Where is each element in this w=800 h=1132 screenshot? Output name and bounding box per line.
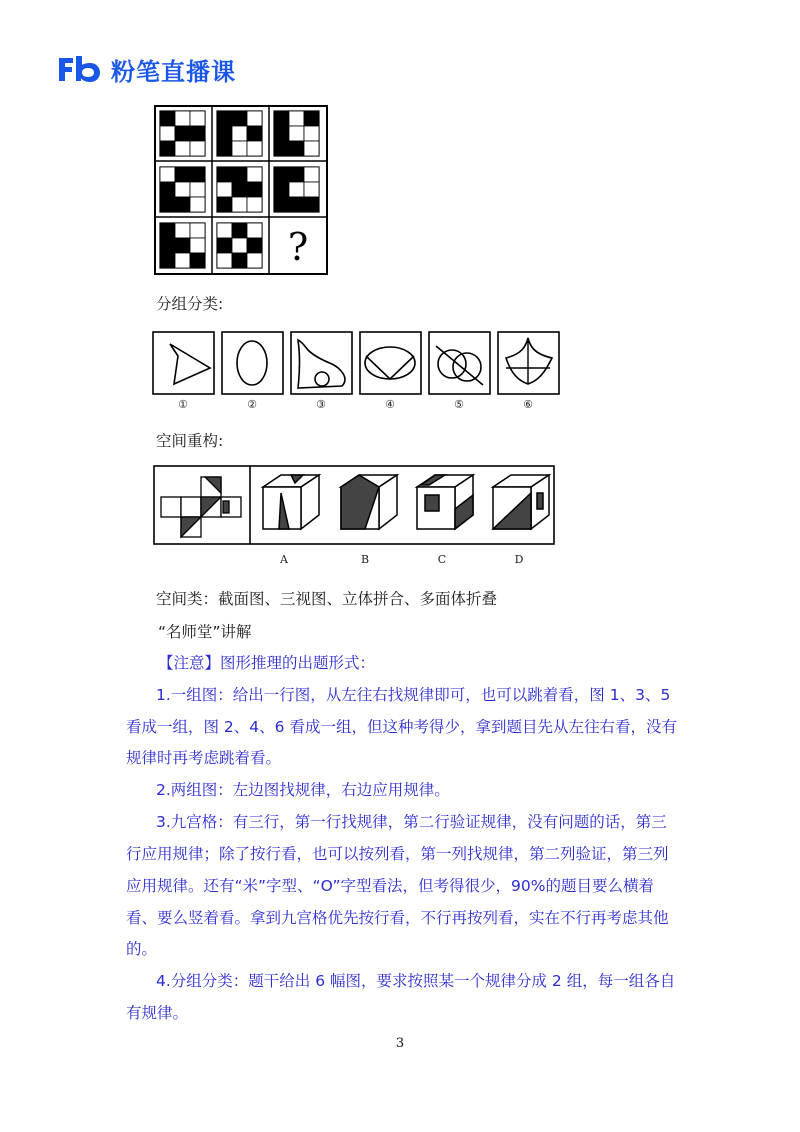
pattern-square (160, 253, 175, 268)
pattern-square (190, 223, 205, 238)
spatial-reconstruction-figure (153, 465, 557, 571)
pattern-square (289, 141, 304, 156)
grouping-figure-3 (291, 332, 352, 394)
cube-net (161, 477, 241, 537)
pattern-square (217, 223, 232, 238)
pattern-square (190, 238, 205, 253)
pattern-square (217, 197, 232, 212)
pattern-square (217, 238, 232, 253)
pattern-square (217, 253, 232, 268)
pattern-square (274, 197, 289, 212)
pattern-square (160, 197, 175, 212)
grid-puzzle-figure (154, 105, 328, 275)
pattern-square (274, 141, 289, 156)
pattern-square (190, 197, 205, 212)
pattern-square (175, 111, 190, 126)
pattern-square (175, 141, 190, 156)
note-line-6: 行应用规律；除了按行看，也可以按列看，第一列找规律，第二列验证，第三列 (126, 845, 669, 863)
pattern-square (304, 197, 319, 212)
brand-name: 粉笔直播课 (111, 57, 236, 86)
pattern-square (274, 182, 289, 197)
note-line-5: 3.九宫格：有三行，第一行找规律，第二行验证规律，没有问题的话，第三 (156, 813, 667, 831)
caption-6: ⑥ (523, 398, 533, 411)
pattern-square (175, 197, 190, 212)
fb-logo-icon (57, 54, 103, 84)
pattern-square (175, 182, 190, 197)
option-b-label: B (360, 553, 370, 566)
caption-1: ① (178, 398, 188, 411)
pattern-square (247, 126, 262, 141)
pattern-square (274, 167, 289, 182)
pattern-square (232, 182, 247, 197)
pattern-square (232, 167, 247, 182)
pattern-square (304, 126, 319, 141)
pattern-square (247, 182, 262, 197)
pattern-square (232, 223, 247, 238)
pattern-square (304, 167, 319, 182)
option-c-label: C (437, 553, 447, 566)
pattern-square (289, 111, 304, 126)
note-line-7: 应用规律。还有“米”字型、“O”字型看法，但考得很少，90%的题目要么横着 (126, 877, 655, 895)
pattern-square (247, 111, 262, 126)
pattern-square (160, 182, 175, 197)
pattern-square (247, 223, 262, 238)
pattern-square (190, 253, 205, 268)
option-d-label: D (514, 553, 524, 566)
pattern-square (232, 197, 247, 212)
pattern-square (190, 182, 205, 197)
spatial-types-line: 空间类：截面图、三视图、立体拼合、多面体折叠 (156, 590, 498, 608)
pattern-square (160, 111, 175, 126)
note-line-1: 1.一组图：给出一行图，从左往右找规律即可，也可以跳着看，图 1、3、5 (156, 686, 671, 704)
pattern-square (304, 182, 319, 197)
pattern-square (247, 141, 262, 156)
pattern-square (190, 126, 205, 141)
pattern-square (217, 141, 232, 156)
pattern-square (289, 197, 304, 212)
option-b-cube (341, 475, 397, 529)
option-a-cube (263, 475, 319, 529)
notes-heading: 【注意】图形推理的出题形式： (158, 654, 376, 672)
pattern-square (274, 126, 289, 141)
grouping-figures (150, 330, 570, 414)
pattern-square (160, 126, 175, 141)
grouping-figure-2 (222, 332, 283, 394)
pattern-square (190, 111, 205, 126)
pattern-square (175, 253, 190, 268)
pattern-square (217, 167, 232, 182)
caption-4: ④ (385, 398, 395, 411)
pattern-square (175, 126, 190, 141)
option-d-cube (493, 475, 549, 529)
pattern-square (217, 182, 232, 197)
pattern-square (232, 253, 247, 268)
pattern-square (304, 111, 319, 126)
pattern-square (247, 167, 262, 182)
caption-3: ③ (316, 398, 326, 411)
pattern-square (274, 111, 289, 126)
pattern-square (247, 197, 262, 212)
note-line-10: 4.分组分类：题干给出 6 幅图，要求按照某一个规律分成 2 组，每一组各自 (156, 972, 676, 990)
pattern-square (160, 141, 175, 156)
pattern-square (160, 167, 175, 182)
grouping-label: 分组分类: (156, 295, 224, 313)
spatial-label: 空间重构: (156, 432, 224, 450)
pattern-square (190, 167, 205, 182)
grouping-figure-1 (153, 332, 214, 394)
pattern-square (247, 238, 262, 253)
pattern-square (232, 126, 247, 141)
page-number: 3 (395, 1036, 405, 1051)
note-line-8: 看、要么竖着看。拿到九宫格优先按行看，不行再按列看，实在不行再考虑其他 (126, 909, 669, 927)
pattern-square (289, 126, 304, 141)
pattern-square (217, 126, 232, 141)
lecture-title: “名师堂”讲解 (158, 623, 252, 641)
note-line-11: 有规律。 (126, 1004, 189, 1022)
pattern-square (232, 141, 247, 156)
option-c-cube (417, 475, 473, 529)
grouping-figure-4 (360, 332, 421, 394)
pattern-square (160, 238, 175, 253)
pattern-square (175, 238, 190, 253)
pattern-square (160, 223, 175, 238)
brand-logo (57, 52, 236, 86)
pattern-square (289, 167, 304, 182)
note-line-9: 的。 (126, 940, 158, 958)
grouping-figure-5 (429, 332, 490, 394)
note-line-2: 看成一组，图 2、4、6 看成一组，但这种考得少，拿到题目先从左往右看，没有 (126, 718, 677, 736)
caption-5: ⑤ (454, 398, 464, 411)
note-line-3: 规律时再考虑跳着看。 (126, 749, 282, 767)
note-line-4: 2.两组图：左边图找规律，右边应用规律。 (156, 781, 450, 799)
option-a-label: A (280, 553, 288, 566)
grouping-figure-6 (498, 332, 559, 394)
pattern-square (175, 167, 190, 182)
pattern-square (190, 141, 205, 156)
pattern-square (175, 223, 190, 238)
pattern-square (217, 111, 232, 126)
pattern-square (304, 141, 319, 156)
question-mark: ? (287, 225, 309, 269)
pattern-square (232, 111, 247, 126)
pattern-square (289, 182, 304, 197)
caption-2: ② (247, 398, 257, 411)
pattern-square (232, 238, 247, 253)
pattern-square (247, 253, 262, 268)
